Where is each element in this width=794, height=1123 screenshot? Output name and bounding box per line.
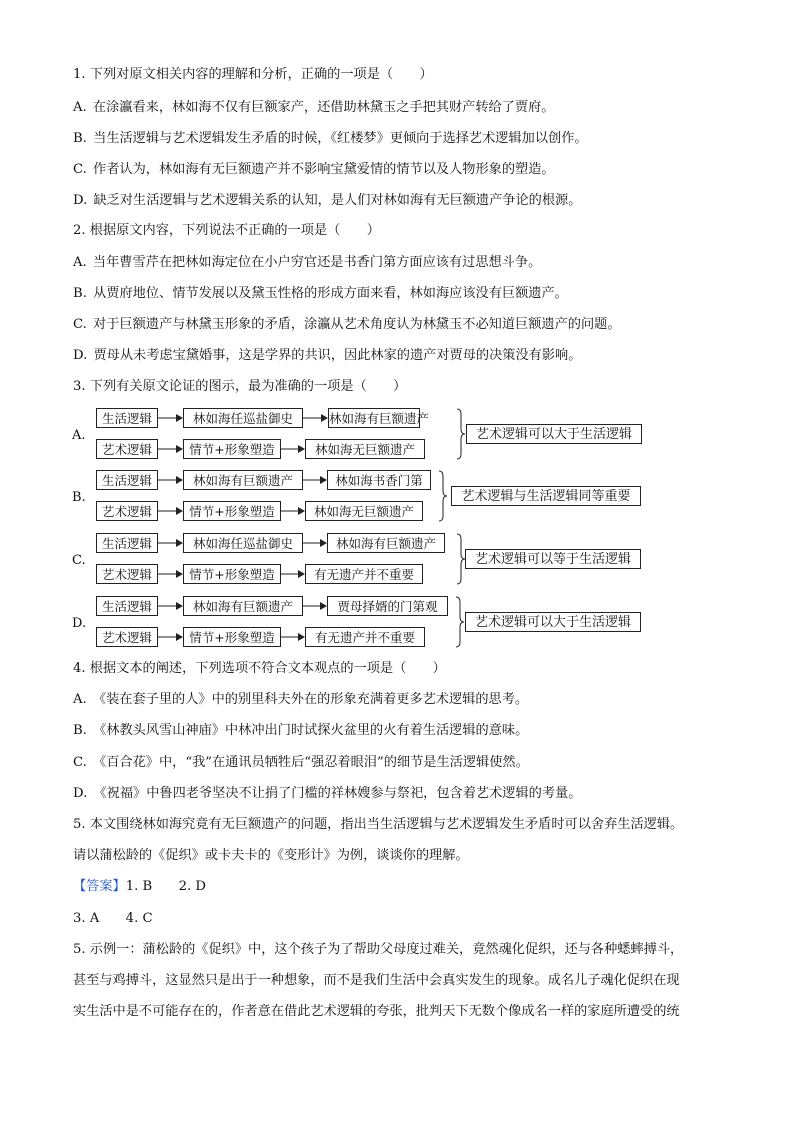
q4-option-a: A. 《装在套子里的人》中的别里科夫外在的形象充满着更多艺术逻辑的思考。 bbox=[73, 692, 529, 707]
q5-line-1: 5. 本文围绕林如海究竟有无巨额遗产的问题，指出当生活逻辑与艺术逻辑发生矛盾时可以舍弃生活逻辑。 bbox=[73, 817, 684, 832]
q3-flow-box: 有无遗产并不重要 bbox=[305, 627, 425, 647]
q3-flow-box: 情节+形象塑造 bbox=[183, 439, 281, 459]
q3-conclusion-box: 艺术逻辑可以大于生活逻辑 bbox=[466, 424, 642, 444]
arrow-right-icon bbox=[303, 475, 327, 485]
right-brace-icon bbox=[438, 470, 448, 522]
q3-conclusion-box: 艺术逻辑可以大于生活逻辑 bbox=[465, 612, 641, 632]
q3-flow-box: 林如海有巨额遗产 bbox=[327, 533, 445, 553]
q3-option-letter: C. bbox=[72, 553, 86, 568]
right-brace-icon bbox=[456, 408, 466, 460]
arrow-right-icon bbox=[281, 632, 305, 642]
q3-flow-box: 生活逻辑 bbox=[96, 533, 158, 553]
answer-line-2: 3. A 4. C bbox=[73, 911, 153, 926]
q3-flow-box: 艺术逻辑 bbox=[96, 439, 158, 459]
arrow-right-icon bbox=[158, 475, 183, 485]
q3-flow-box: 生活逻辑 bbox=[96, 408, 158, 428]
q3-flow-box: 林如海有巨额遗产 bbox=[183, 596, 303, 616]
q3-stem: 3. 下列有关原文论证的图示，最为准确的一项是（ ） bbox=[73, 379, 407, 394]
q3-flow-box: 林如海有巨额遗产 bbox=[183, 470, 303, 490]
q2-option-c: C. 对于巨额遗产与林黛玉形象的矛盾，涂瀛从艺术角度认为林黛玉不必知道巨额遗产的问题。 bbox=[73, 317, 621, 332]
answer-tag: 【答案】 bbox=[73, 879, 126, 894]
q3-option-letter: B. bbox=[72, 490, 86, 505]
arrow-right-icon bbox=[158, 632, 183, 642]
q3-flow-box: 贾母择婿的门第观 bbox=[327, 596, 448, 616]
arrow-right-icon bbox=[303, 538, 327, 548]
q4-option-c: C. 《百合花》中，“我”在通讯员牺牲后“强忍着眼泪”的细节是生活逻辑使然。 bbox=[73, 755, 529, 770]
q4-option-b: B. 《林教头风雪山神庙》中林冲出门时试探火盆里的火有着生活逻辑的意味。 bbox=[73, 723, 529, 738]
q3-flow-box: 艺术逻辑 bbox=[96, 501, 158, 521]
q3-option-letter: A. bbox=[72, 428, 86, 443]
arrow-right-icon bbox=[158, 444, 183, 454]
answer-explain-3: 实生活中是不可能存在的，作者意在借此艺术逻辑的夸张，批判天下无数个像成名一样的家庭所遭受的统 bbox=[73, 1004, 680, 1019]
q3-flow-box: 林如海有巨额遗产 bbox=[328, 408, 420, 428]
arrow-right-icon bbox=[281, 506, 305, 516]
q4-stem: 4. 根据文本的阐述，下列选项不符合文本观点的一项是（ ） bbox=[73, 661, 446, 676]
q3-flow-box: 林如海书香门第 bbox=[327, 470, 431, 490]
arrow-right-icon bbox=[281, 444, 305, 454]
q2-stem: 2. 根据原文内容，下列说法不正确的一项是（ ） bbox=[73, 223, 380, 238]
q3-flow-box: 有无遗产并不重要 bbox=[305, 564, 423, 584]
arrow-right-icon bbox=[158, 601, 183, 611]
q1-option-c: C. 作者认为，林如海有无巨额遗产并不影响宝黛爱情的情节以及人物形象的塑造。 bbox=[73, 162, 555, 177]
q4-option-d: D. 《祝福》中鲁四老爷坚决不让捐了门槛的祥林嫂参与祭祀，包含着艺术逻辑的考量。 bbox=[73, 786, 582, 801]
q1-option-d: D. 缺乏对生活逻辑与艺术逻辑关系的认知，是人们对林如海有无巨额遗产争论的根源。 bbox=[73, 193, 582, 208]
arrow-right-icon bbox=[158, 413, 183, 423]
q2-option-b: B. 从贾府地位、情节发展以及黛玉性格的形成方面来看，林如海应该没有巨额遗产。 bbox=[73, 286, 568, 301]
arrow-right-icon bbox=[158, 569, 183, 579]
q1-option-b: B. 当生活逻辑与艺术逻辑发生矛盾的时候，《红楼梦》更倾向于选择艺术逻辑加以创作。 bbox=[73, 131, 588, 146]
q5-line-2: 请以蒲松龄的《促织》或卡夫卡的《变形计》为例，谈谈你的理解。 bbox=[73, 848, 469, 863]
answer-explain-1: 5. 示例一：蒲松龄的《促织》中，这个孩子为了帮助父母度过难关，竟然魂化促织，还与各种蟋蟀搏斗， bbox=[73, 942, 684, 957]
q3-flow-box: 林如海任巡盐御史 bbox=[183, 533, 303, 553]
arrow-right-icon bbox=[158, 538, 183, 548]
arrow-right-icon bbox=[303, 601, 327, 611]
q3-option-letter: D. bbox=[72, 616, 87, 631]
answer-line-1: 【答案】1. B 2. D bbox=[73, 879, 206, 894]
q3-flow-box: 林如海无巨额遗产 bbox=[305, 439, 425, 459]
q1-stem: 1. 下列对原文相关内容的理解和分析，正确的一项是（ ） bbox=[73, 67, 433, 82]
q3-conclusion-box: 艺术逻辑与生活逻辑同等重要 bbox=[451, 486, 641, 506]
q3-conclusion-box: 艺术逻辑可以等于生活逻辑 bbox=[465, 549, 641, 569]
q2-option-d: D. 贾母从未考虑宝黛婚事，这是学界的共识，因此林家的遗产对贾母的决策没有影响。 bbox=[73, 348, 582, 363]
q3-flow-box: 艺术逻辑 bbox=[96, 627, 158, 647]
right-brace-icon bbox=[455, 596, 465, 648]
q3-flow-box: 艺术逻辑 bbox=[96, 564, 158, 584]
arrow-right-icon bbox=[158, 506, 183, 516]
q2-option-a: A. 当年曹雪芹在把林如海定位在小户穷官还是书香门第方面应该有过思想斗争。 bbox=[73, 255, 542, 270]
q3-flow-box: 林如海无巨额遗产 bbox=[305, 501, 423, 521]
arrow-right-icon bbox=[281, 569, 305, 579]
answer-explain-2: 甚至与鸡搏斗，这显然只是出于一种想象，而不是我们生活中会真实发生的现象。成名儿子魂化促织在现 bbox=[73, 973, 680, 988]
q3-flow-box: 林如海任巡盐御史 bbox=[183, 408, 303, 428]
q3-flow-box: 生活逻辑 bbox=[96, 470, 158, 490]
q3-flow-box: 生活逻辑 bbox=[96, 596, 158, 616]
arrow-right-icon bbox=[303, 413, 328, 423]
q3-flow-box: 情节+形象塑造 bbox=[183, 501, 281, 521]
q3-flow-box: 情节+形象塑造 bbox=[183, 627, 281, 647]
q1-option-a: A. 在涂瀛看来，林如海不仅有巨额家产，还借助林黛玉之手把其财产转给了贾府。 bbox=[73, 100, 555, 115]
q3-flow-box: 情节+形象塑造 bbox=[183, 564, 281, 584]
